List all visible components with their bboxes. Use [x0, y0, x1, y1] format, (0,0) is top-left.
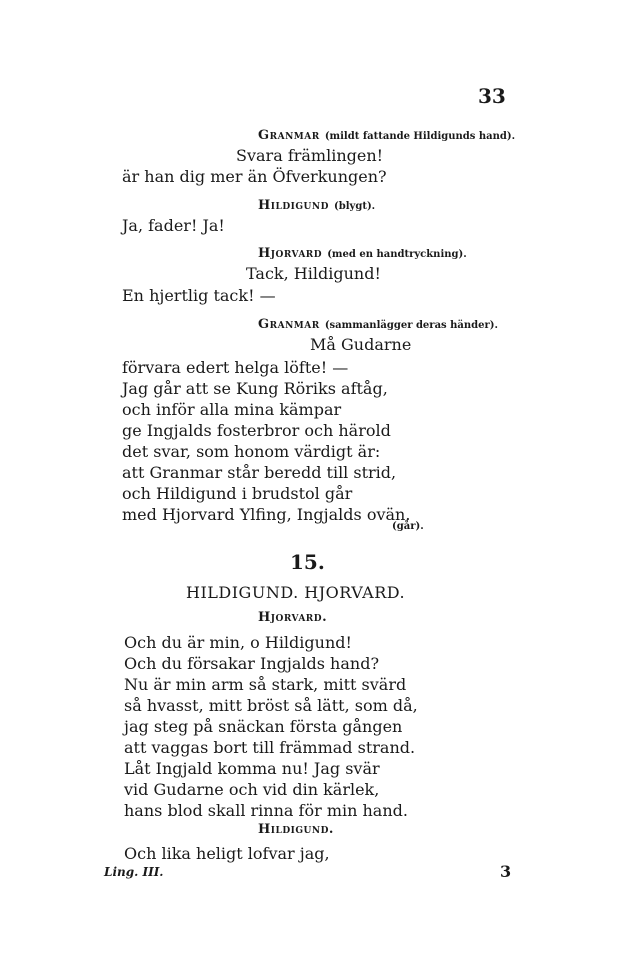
verse-line: Tack, Hildigund! — [246, 264, 381, 283]
verse-line: Och du försakar Ingjalds hand? — [124, 654, 380, 673]
scene-title: HILDIGUND. HJORVARD. — [186, 583, 406, 602]
verse-line: En hjertlig tack! — — [122, 286, 276, 305]
verse-line: ge Ingjalds fosterbror och härold — [122, 421, 391, 440]
verse-line: förvara edert helga löfte! — — [122, 358, 349, 377]
scene-number: 15. — [290, 550, 325, 574]
verse-line: så hvasst, mitt bröst så lätt, som då, — [124, 696, 418, 715]
speaker-name: Granmar — [258, 317, 320, 332]
verse-line: Ja, fader! Ja! — [122, 216, 225, 235]
verse-stanza — [124, 632, 418, 821]
stage-direction: (med en handtryckning). — [327, 249, 467, 260]
speaker-heading — [258, 124, 515, 143]
speaker-name: Hjorvard — [258, 246, 323, 261]
stage-direction: (mildt fattande Hildigunds hand). — [324, 131, 516, 142]
verse-line: att Granmar står beredd till strid, — [122, 463, 397, 482]
verse-line: Och du är min, o Hildigund! — [124, 633, 352, 652]
verse-line: Jag går att se Kung Röriks aftåg, — [122, 379, 388, 398]
verse-line: är han dig mer än Öfverkungen? — [122, 167, 387, 186]
verse-line: jag steg på snäckan första gången — [124, 717, 403, 736]
stage-direction: (sammanlägger deras händer). — [324, 320, 499, 331]
verse-stanza — [122, 357, 410, 525]
speaker-name: Hildigund. — [258, 822, 334, 837]
verse-line: vid Gudarne och vid din kärlek, — [124, 780, 380, 799]
verse-line: Nu är min arm så stark, mitt svärd — [124, 675, 407, 694]
verse-line: och inför alla mina kämpar — [122, 400, 342, 419]
sheet-number: 3 — [500, 862, 512, 881]
verse-line: Svara främlingen! — [236, 146, 384, 165]
speaker-heading — [258, 194, 375, 213]
exit-direction: (går). — [392, 521, 424, 532]
verse-line: att vaggas bort till främmad strand. — [124, 738, 416, 757]
stage-direction: (blygt). — [334, 201, 376, 212]
verse-line: hans blod skall rinna för min hand. — [124, 801, 408, 820]
verse-line: det svar, som honom värdigt är: — [122, 442, 381, 461]
speaker-heading — [258, 242, 467, 261]
speaker-heading — [258, 313, 498, 332]
page-number: 33 — [478, 84, 506, 108]
verse-line: Låt Ingjald komma nu! Jag svär — [124, 759, 380, 778]
signature-mark: Ling. III. — [104, 865, 164, 879]
verse-line: och Hildigund i brudstol går — [122, 484, 353, 503]
verse-line: Och lika heligt lofvar jag, — [124, 844, 330, 863]
speaker-name: Hjorvard. — [258, 610, 328, 625]
verse-line: med Hjorvard Ylfing, Ingjalds ovän. — [122, 505, 411, 524]
verse-line: Må Gudarne — [310, 335, 412, 354]
speaker-name: Granmar — [258, 128, 320, 143]
speaker-name: Hildigund — [258, 198, 329, 213]
